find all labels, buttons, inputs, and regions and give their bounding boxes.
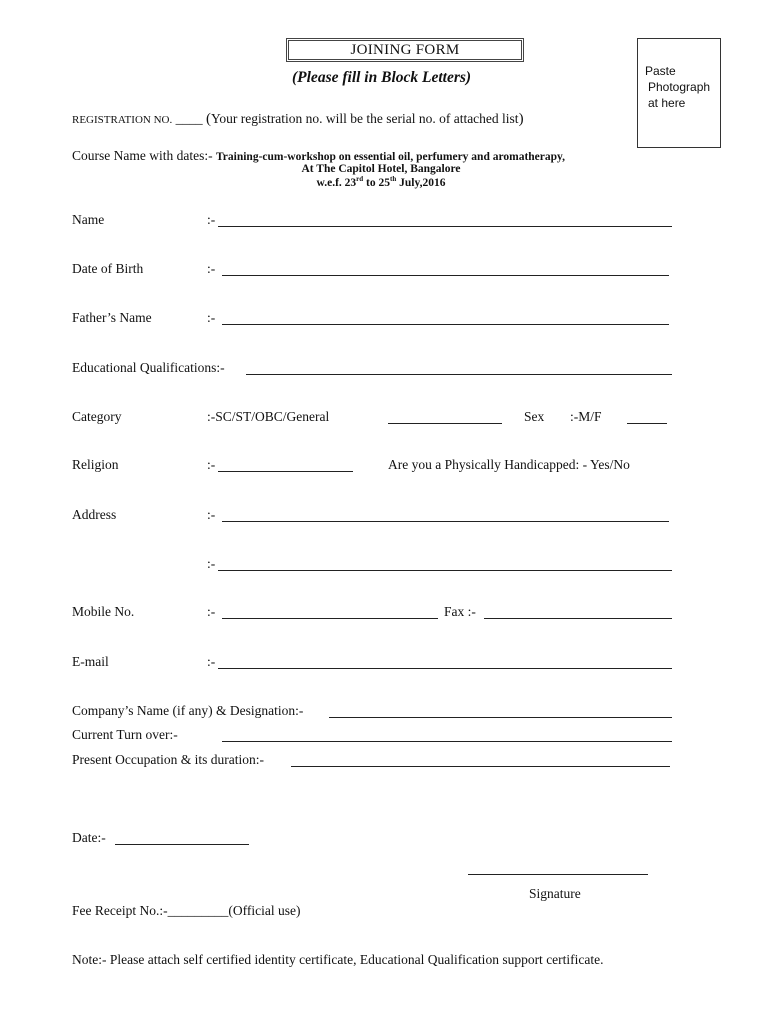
signature-label: Signature [529,886,581,901]
dob-input-line[interactable] [222,275,669,276]
company-label: Company’s Name (if any) & Designation:- [72,703,304,718]
turnover-input-line[interactable] [222,741,672,742]
photo-label-line3: at here [648,96,686,110]
name-input-line[interactable] [218,226,672,227]
father-name-separator: :- [207,310,216,325]
company-input-line[interactable] [329,717,672,718]
religion-label: Religion [72,457,119,472]
course-dates-part3: July,2016 [396,177,446,189]
occupation-input-line[interactable] [291,766,670,767]
fax-input-line[interactable] [484,618,672,619]
father-name-input-line[interactable] [222,324,669,325]
course-title-line1: Training-cum-workshop on essential oil, perfumery and aromatherapy, [215,151,566,163]
form-subtitle: (Please fill in Block Letters) [292,69,472,86]
mobile-label: Mobile No. [72,604,135,619]
sex-label: Sex [524,409,545,424]
dob-label: Date of Birth [72,261,144,276]
education-label: Educational Qualifications:- [72,360,225,375]
fee-receipt-label: Fee Receipt No.:- [72,903,168,918]
course-dates [236,175,526,190]
fee-receipt-suffix: (Official use) [228,903,301,918]
occupation-label: Present Occupation & its duration:- [72,752,264,767]
signature-input-line[interactable] [468,874,648,875]
address-input-line1[interactable] [222,521,669,522]
dob-separator: :- [207,261,216,276]
religion-input-line[interactable] [218,471,353,472]
course-dates-sup2: th [390,175,397,184]
name-separator: :- [207,212,216,227]
fee-receipt-row [72,904,300,918]
category-options: :-SC/ST/OBC/General [207,409,330,424]
registration-row [72,112,524,127]
email-separator: :- [207,654,216,669]
category-label: Category [72,409,122,424]
email-input-line[interactable] [218,668,672,669]
handicap-question: Are you a Physically Handicapped: - Yes/No [388,457,630,472]
email-label: E-mail [72,654,109,669]
sex-input-line[interactable] [627,423,667,424]
turnover-label: Current Turn over:- [72,727,178,742]
form-title: JOINING FORM [286,38,524,62]
course-venue: At The Capitol Hotel, Bangalore [301,163,461,175]
registration-note-close: ) [518,111,524,127]
course-row [72,149,565,164]
name-label: Name [72,212,105,227]
address-separator: :- [207,507,216,522]
date-input-line[interactable] [115,844,249,845]
mobile-input-line[interactable] [222,618,438,619]
address-separator2: :- [207,556,216,571]
course-dates-part2: to 25 [363,177,390,189]
address-label: Address [72,507,117,522]
registration-note-open: ( [205,111,211,127]
sex-options: :-M/F [570,409,602,424]
course-label: Course Name with dates:- [72,148,213,163]
mobile-separator: :- [207,604,216,619]
father-name-label: Father’s Name [72,310,152,325]
photo-placeholder-box [637,38,721,148]
attachment-note: Note:- Please attach self certified identity certificate, Educational Qualification support certificate. [72,952,604,967]
religion-separator: :- [207,457,216,472]
course-dates-part1: w.e.f. 23 [316,177,357,189]
fee-receipt-blank[interactable]: _________ [167,903,229,918]
registration-blank[interactable]: ____ [175,111,203,126]
date-label: Date:- [72,830,106,845]
photo-label-line2: Photograph [648,80,711,94]
fax-label: Fax :- [444,604,476,619]
category-input-line[interactable] [388,423,502,424]
photo-label-line1: Paste [645,64,676,78]
registration-note: Your registration no. will be the serial no. of attached list [210,111,519,126]
registration-label: REGISTRATION NO. [72,114,173,126]
education-input-line[interactable] [246,374,672,375]
address-input-line2[interactable] [218,570,672,571]
course-dates-sup1: rd [356,175,364,184]
